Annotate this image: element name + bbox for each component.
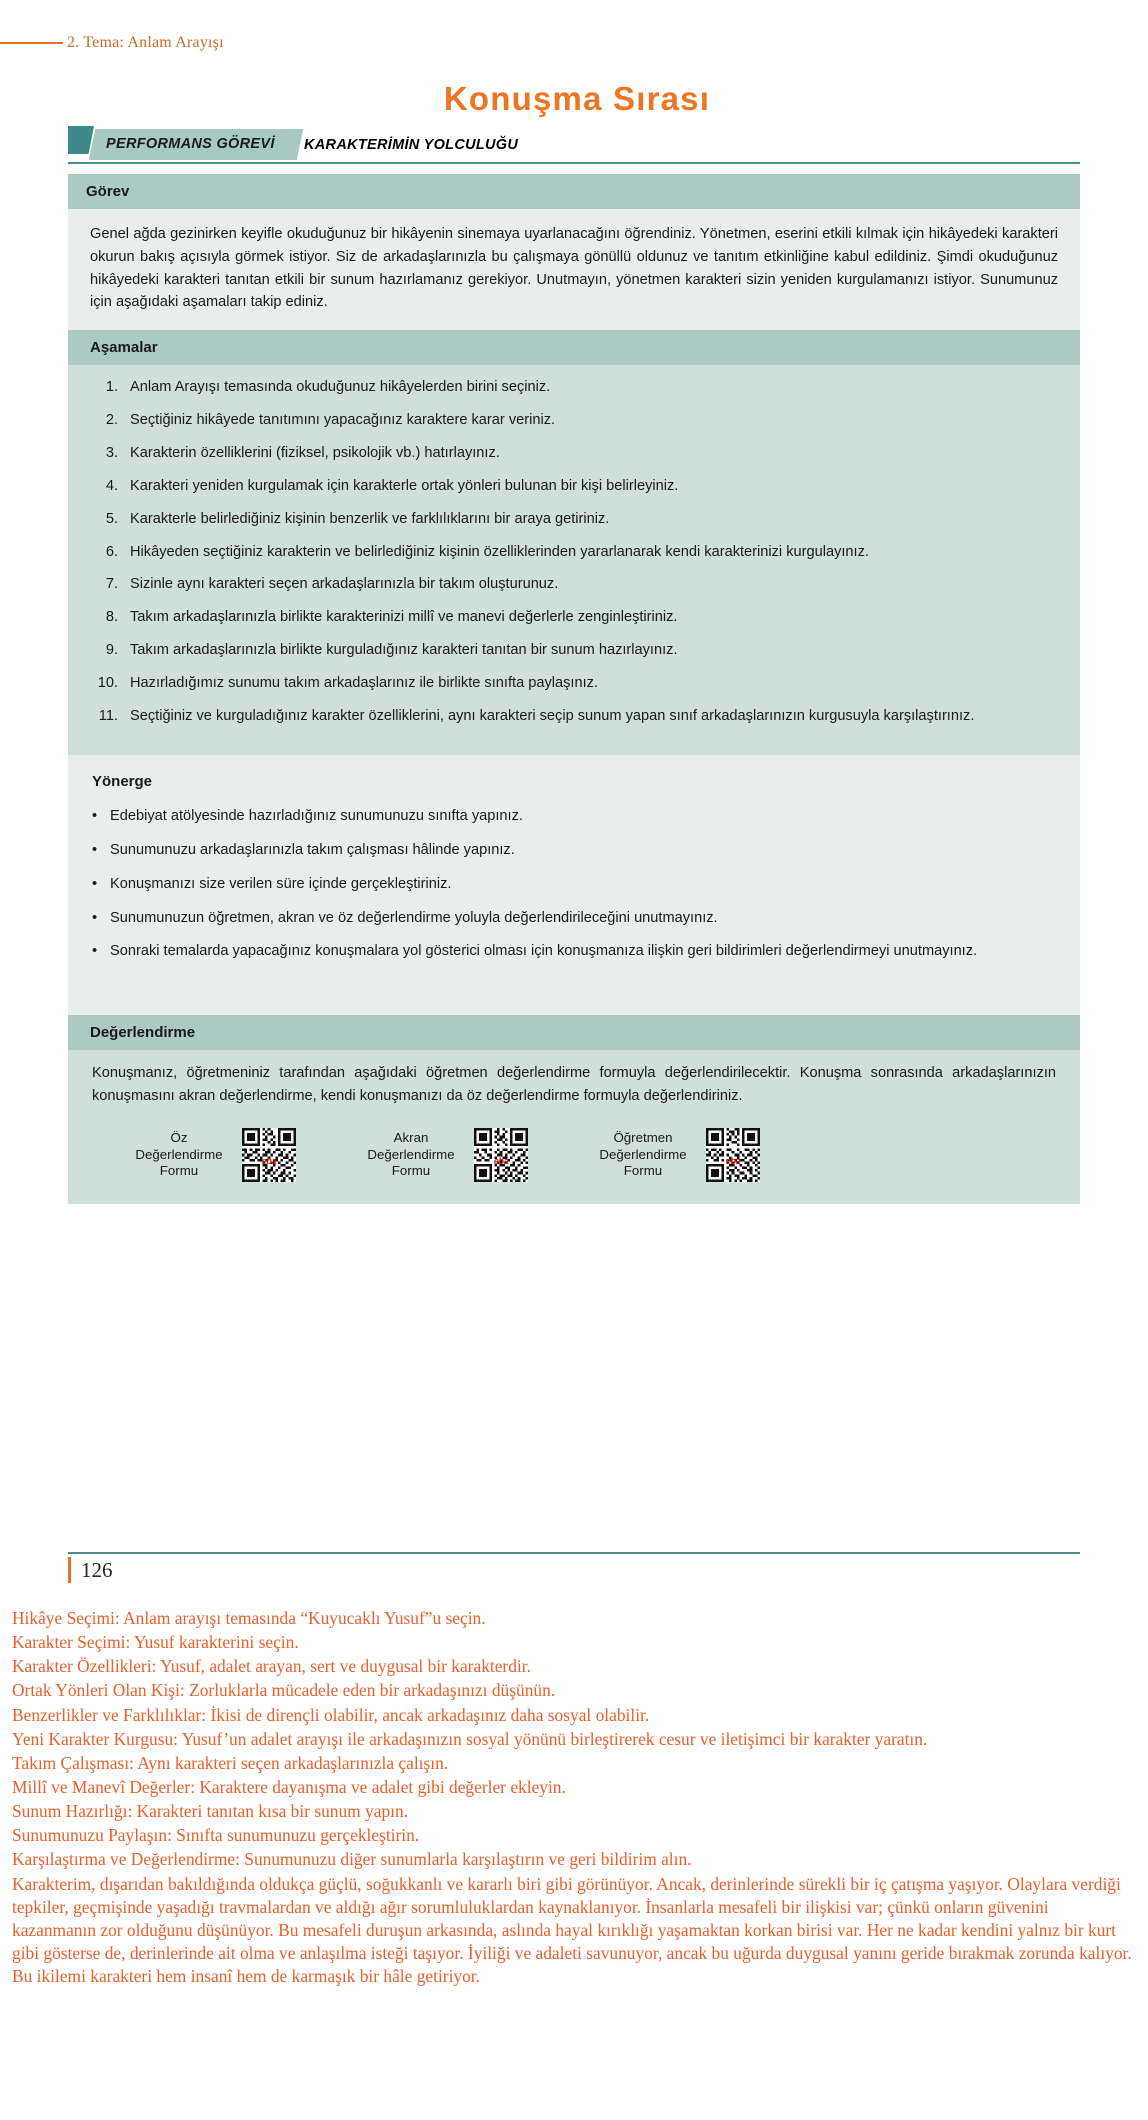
list-item	[90, 607, 1058, 629]
note-line: Ortak Yönleri Olan Kişi: Zorluklarla mücadele eden bir arkadaşınızı düşünün.	[12, 1680, 556, 1701]
eba-logo: eba	[261, 1156, 277, 1167]
step-number: 2.	[105, 411, 118, 428]
banner-label: PERFORMANS GÖREVİ	[106, 136, 275, 152]
list-item	[92, 941, 1056, 963]
note-line: Karakter Seçimi: Yusuf karakterini seçin.	[12, 1632, 299, 1653]
list-item	[90, 542, 1058, 564]
qr-code-icon[interactable]	[242, 1128, 296, 1182]
note-line: Benzerlikler ve Farklılıklar: İkisi de dirençli olabilir, ancak arkadaşınız daha sosyal olabilir.	[12, 1704, 650, 1725]
bullet-text: Edebiyat atölyesinde hazırladığınız sunumunuzu sınıfta yapınız.	[110, 807, 523, 824]
note-line: Karşılaştırma ve Değerlendirme: Sunumunuzu diğer sunumlarla karşılaştırın ve geri bildirim alın.	[12, 1849, 692, 1870]
step-text: Hikâyeden seçtiğiniz karakterin ve belirlediğiniz kişinin özelliklerinden yararlanarak kendi karakterinizi kurgulayınız.	[130, 543, 869, 560]
asamalar-heading	[68, 330, 1080, 365]
list-item	[90, 410, 1058, 432]
list-item	[90, 443, 1058, 465]
page-title: Konuşma Sırası	[443, 80, 711, 117]
step-text: Seçtiğiniz hikâyede tanıtımını yapacağınız karaktere karar veriniz.	[130, 411, 556, 428]
qr-code-row	[92, 1128, 1056, 1188]
bullet-text: Konuşmanızı size verilen süre içinde gerçekleştiriniz.	[110, 875, 452, 892]
gorev-body	[68, 209, 1080, 330]
list-item	[90, 673, 1058, 695]
note-line: Takım Çalışması: Aynı karakteri seçen arkadaşlarınızla çalışın.	[12, 1752, 449, 1773]
gorev-heading	[68, 174, 1080, 209]
qr-item-akran-degerlendirme[interactable]	[358, 1128, 528, 1182]
list-item	[90, 509, 1058, 531]
step-number: 6.	[105, 543, 118, 560]
step-text: Karakterle belirlediğiniz kişinin benzerlik ve farklılıklarını bir araya getiriniz.	[130, 510, 610, 527]
step-text: Takım arkadaşlarınızla birlikte kurguladığınız karakteri tanıtan bir sunum hazırlayınız.	[130, 642, 678, 659]
note-line: Yeni Karakter Kurgusu: Yusuf’un adalet arayışı ile arkadaşınızın sosyal yönünü birleştirerek cesur ve iletişimci bir karakter yaratın.	[12, 1728, 928, 1749]
gorev-paragraph: Genel ağda gezinirken keyifle okuduğunuz bir hikâyenin sinemaya uyarlanacağını öğrendiniz. Yönetmen, eserini etkili kılmak için hikâyedeki karakteri okurun bakış açısıyla görmek istiyor. Siz de arkadaşlarınızla bu çalışmaya gönüllü oldunuz ve tanıtım etkinliğine kabul edildiniz. Şimdi okuduğunuz hikâyedeki karakteri tanıtan etkili bir sunum hazırlamanız gerekiyor. Unutmayın, yönetmen karakteri sizin yeniden kurgulamanızı istiyor. Sunumunuz için aşağıdaki aşamaları takip ediniz.	[90, 226, 1058, 311]
step-number: 5.	[105, 510, 118, 527]
banner-divider	[68, 162, 1080, 164]
asamalar-list	[90, 377, 1058, 728]
step-text: Anlam Arayışı temasında okuduğunuz hikâyelerden birini seçiniz.	[130, 379, 551, 396]
asamalar-body	[68, 365, 1080, 755]
list-item	[90, 706, 1058, 728]
qr-item-ogretmen-degerlendirme[interactable]	[590, 1128, 760, 1182]
list-item	[92, 840, 1056, 862]
asamalar-heading-text: Aşamalar	[90, 339, 158, 357]
bullet-dot-icon: •	[92, 841, 98, 858]
note-line: Hikâye Seçimi: Anlam arayışı temasında “Kuyucaklı Yusuf”u seçin.	[12, 1608, 486, 1628]
bullet-dot-icon: •	[92, 943, 98, 960]
page-number: 126	[81, 1557, 113, 1582]
yonerge-list	[92, 806, 1056, 963]
qr-item-oz-degerlendirme[interactable]	[126, 1128, 296, 1182]
performance-task-card	[68, 174, 1080, 1204]
degerlendirme-paragraph: Konuşmanız, öğretmeniniz tarafından aşağıdaki öğretmen değerlendirme formuyla değerlendirilecektir. Konuşma sonrasında arkadaşlarınızın konuşmasını akran değerlendirme, kendi konuşmanızı da öz değerlendirme formuyla değerlendiriniz.	[92, 1065, 1056, 1105]
qr-caption: Öğretmen Değerlendirme Formu	[599, 1129, 687, 1179]
degerlendirme-heading	[68, 1015, 1080, 1050]
step-text: Takım arkadaşlarınızla birlikte karakterinizi millî ve manevi değerlerle zenginleştiriniz.	[130, 609, 678, 626]
degerlendirme-body	[68, 1050, 1080, 1204]
step-text: Seçtiğiniz ve kurguladığınız karakter özelliklerini, aynı karakteri seçip sunum yapan sınıf arkadaşlarınızın kurgusuyla karşılaştırınız.	[130, 707, 975, 724]
list-item	[90, 476, 1058, 498]
step-number: 11.	[98, 707, 118, 724]
degerlendirme-heading-text: Değerlendirme	[90, 1024, 196, 1042]
list-item	[92, 908, 1056, 930]
list-item	[90, 377, 1058, 399]
qr-code-icon[interactable]	[706, 1128, 760, 1182]
yonerge-body	[68, 755, 1080, 1015]
list-item	[90, 574, 1058, 596]
page-number-block	[68, 1557, 113, 1583]
qr-code-icon[interactable]	[474, 1128, 528, 1182]
bullet-text: Sunumunuzun öğretmen, akran ve öz değerlendirme yoluyla değerlendirileceğini unutmayınız.	[110, 909, 718, 926]
note-line: Karakter Özellikleri: Yusuf, adalet arayan, sert ve duygusal bir karakterdir.	[12, 1656, 531, 1677]
note-closing-paragraph: Karakterim, dışarıdan bakıldığında oldukça güçlü, soğukkanlı ve kararlı biri gibi görünüyor. Ancak, derinlerinde sürekli bir iç çatışma yaşıyor. Olaylara verdiği tepkiler, geçmişinde yaşadığı travmalardan ve aldığı ağır sorumluluklardan kaynaklanıyor. İnsanlarla mesafeli bir ilişkisi var; çünkü onların güvenini kazanmanın zor olduğunu düşünüyor. Bu mesafeli duruşun arkasında, aslında hayal kırıklığı yaşamaktan korkan birisi var. Her ne kadar kendini yalnız bir kurt gibi gösterse de, derinlerinde ait olma ve anlaşılma isteği taşıyor. İyiliği ve adaleti savunuyor, ancak bu uğurda duygusal yanını geride bırakmak zorunda kalıyor. Bu ikilemi karakteri hem insanî hem de karmaşık bir hâle getiriyor.	[12, 1873, 1132, 1987]
note-line: Sunumunuzu Paylaşın: Sınıfta sunumunuzu gerçekleştirin.	[12, 1825, 420, 1846]
step-number: 1.	[105, 379, 118, 396]
eba-logo: eba	[725, 1156, 741, 1167]
list-item	[92, 806, 1056, 828]
step-text: Hazırladığımız sunumu takım arkadaşlarınız ile birlikte sınıfta paylaşınız.	[130, 675, 598, 692]
running-head	[0, 30, 1148, 56]
list-item	[92, 874, 1056, 896]
qr-caption: Akran Değerlendirme Formu	[367, 1129, 455, 1179]
step-number: 9.	[105, 642, 118, 659]
note-line: Sunum Hazırlığı: Karakteri tanıtan kısa bir sunum yapın.	[12, 1801, 409, 1822]
bullet-dot-icon: •	[92, 807, 98, 824]
step-number: 4.	[105, 477, 118, 494]
page-number-accent-bar	[68, 1557, 71, 1583]
step-number: 7.	[105, 576, 118, 593]
running-head-text: 2. Tema: Anlam Arayışı	[67, 34, 224, 51]
list-item	[90, 640, 1058, 662]
bullet-text: Sunumunuzu arkadaşlarınızla takım çalışması hâlinde yapınız.	[110, 841, 515, 858]
bullet-text: Sonraki temalarda yapacağınız konuşmalara yol gösterici olması için konuşmanıza ilişkin geri bildirimleri değerlendirmeyi unutmayınız.	[110, 943, 978, 960]
step-number: 8.	[105, 609, 118, 626]
eba-logo: eba	[493, 1156, 509, 1167]
step-text: Karakteri yeniden kurgulamak için karakterle ortak yönleri bulunan bir kişi belirleyiniz.	[130, 477, 679, 494]
banner-subtitle: KARAKTERİMİN YOLCULUĞU	[304, 137, 519, 153]
bullet-dot-icon: •	[92, 875, 98, 892]
yonerge-heading: Yönerge	[92, 772, 153, 790]
performance-task-banner	[68, 126, 1080, 160]
note-line: Millî ve Manevî Değerler: Karaktere dayanışma ve adalet gibi değerler ekleyin.	[12, 1776, 566, 1797]
step-text: Karakterin özelliklerini (fiziksel, psikolojik vb.) hatırlayınız.	[130, 444, 500, 461]
answer-notes-block	[12, 1607, 1136, 1988]
running-head-rule	[0, 42, 63, 44]
qr-caption: Öz Değerlendirme Formu	[135, 1129, 223, 1179]
step-number: 10.	[97, 675, 118, 692]
step-text: Sizinle aynı karakteri seçen arkadaşlarınızla bir takım oluşturunuz.	[130, 576, 559, 593]
page-footer-rule	[68, 1552, 1080, 1554]
step-number: 3.	[105, 444, 118, 461]
gorev-heading-text: Görev	[86, 183, 130, 200]
bullet-dot-icon: •	[92, 909, 98, 926]
